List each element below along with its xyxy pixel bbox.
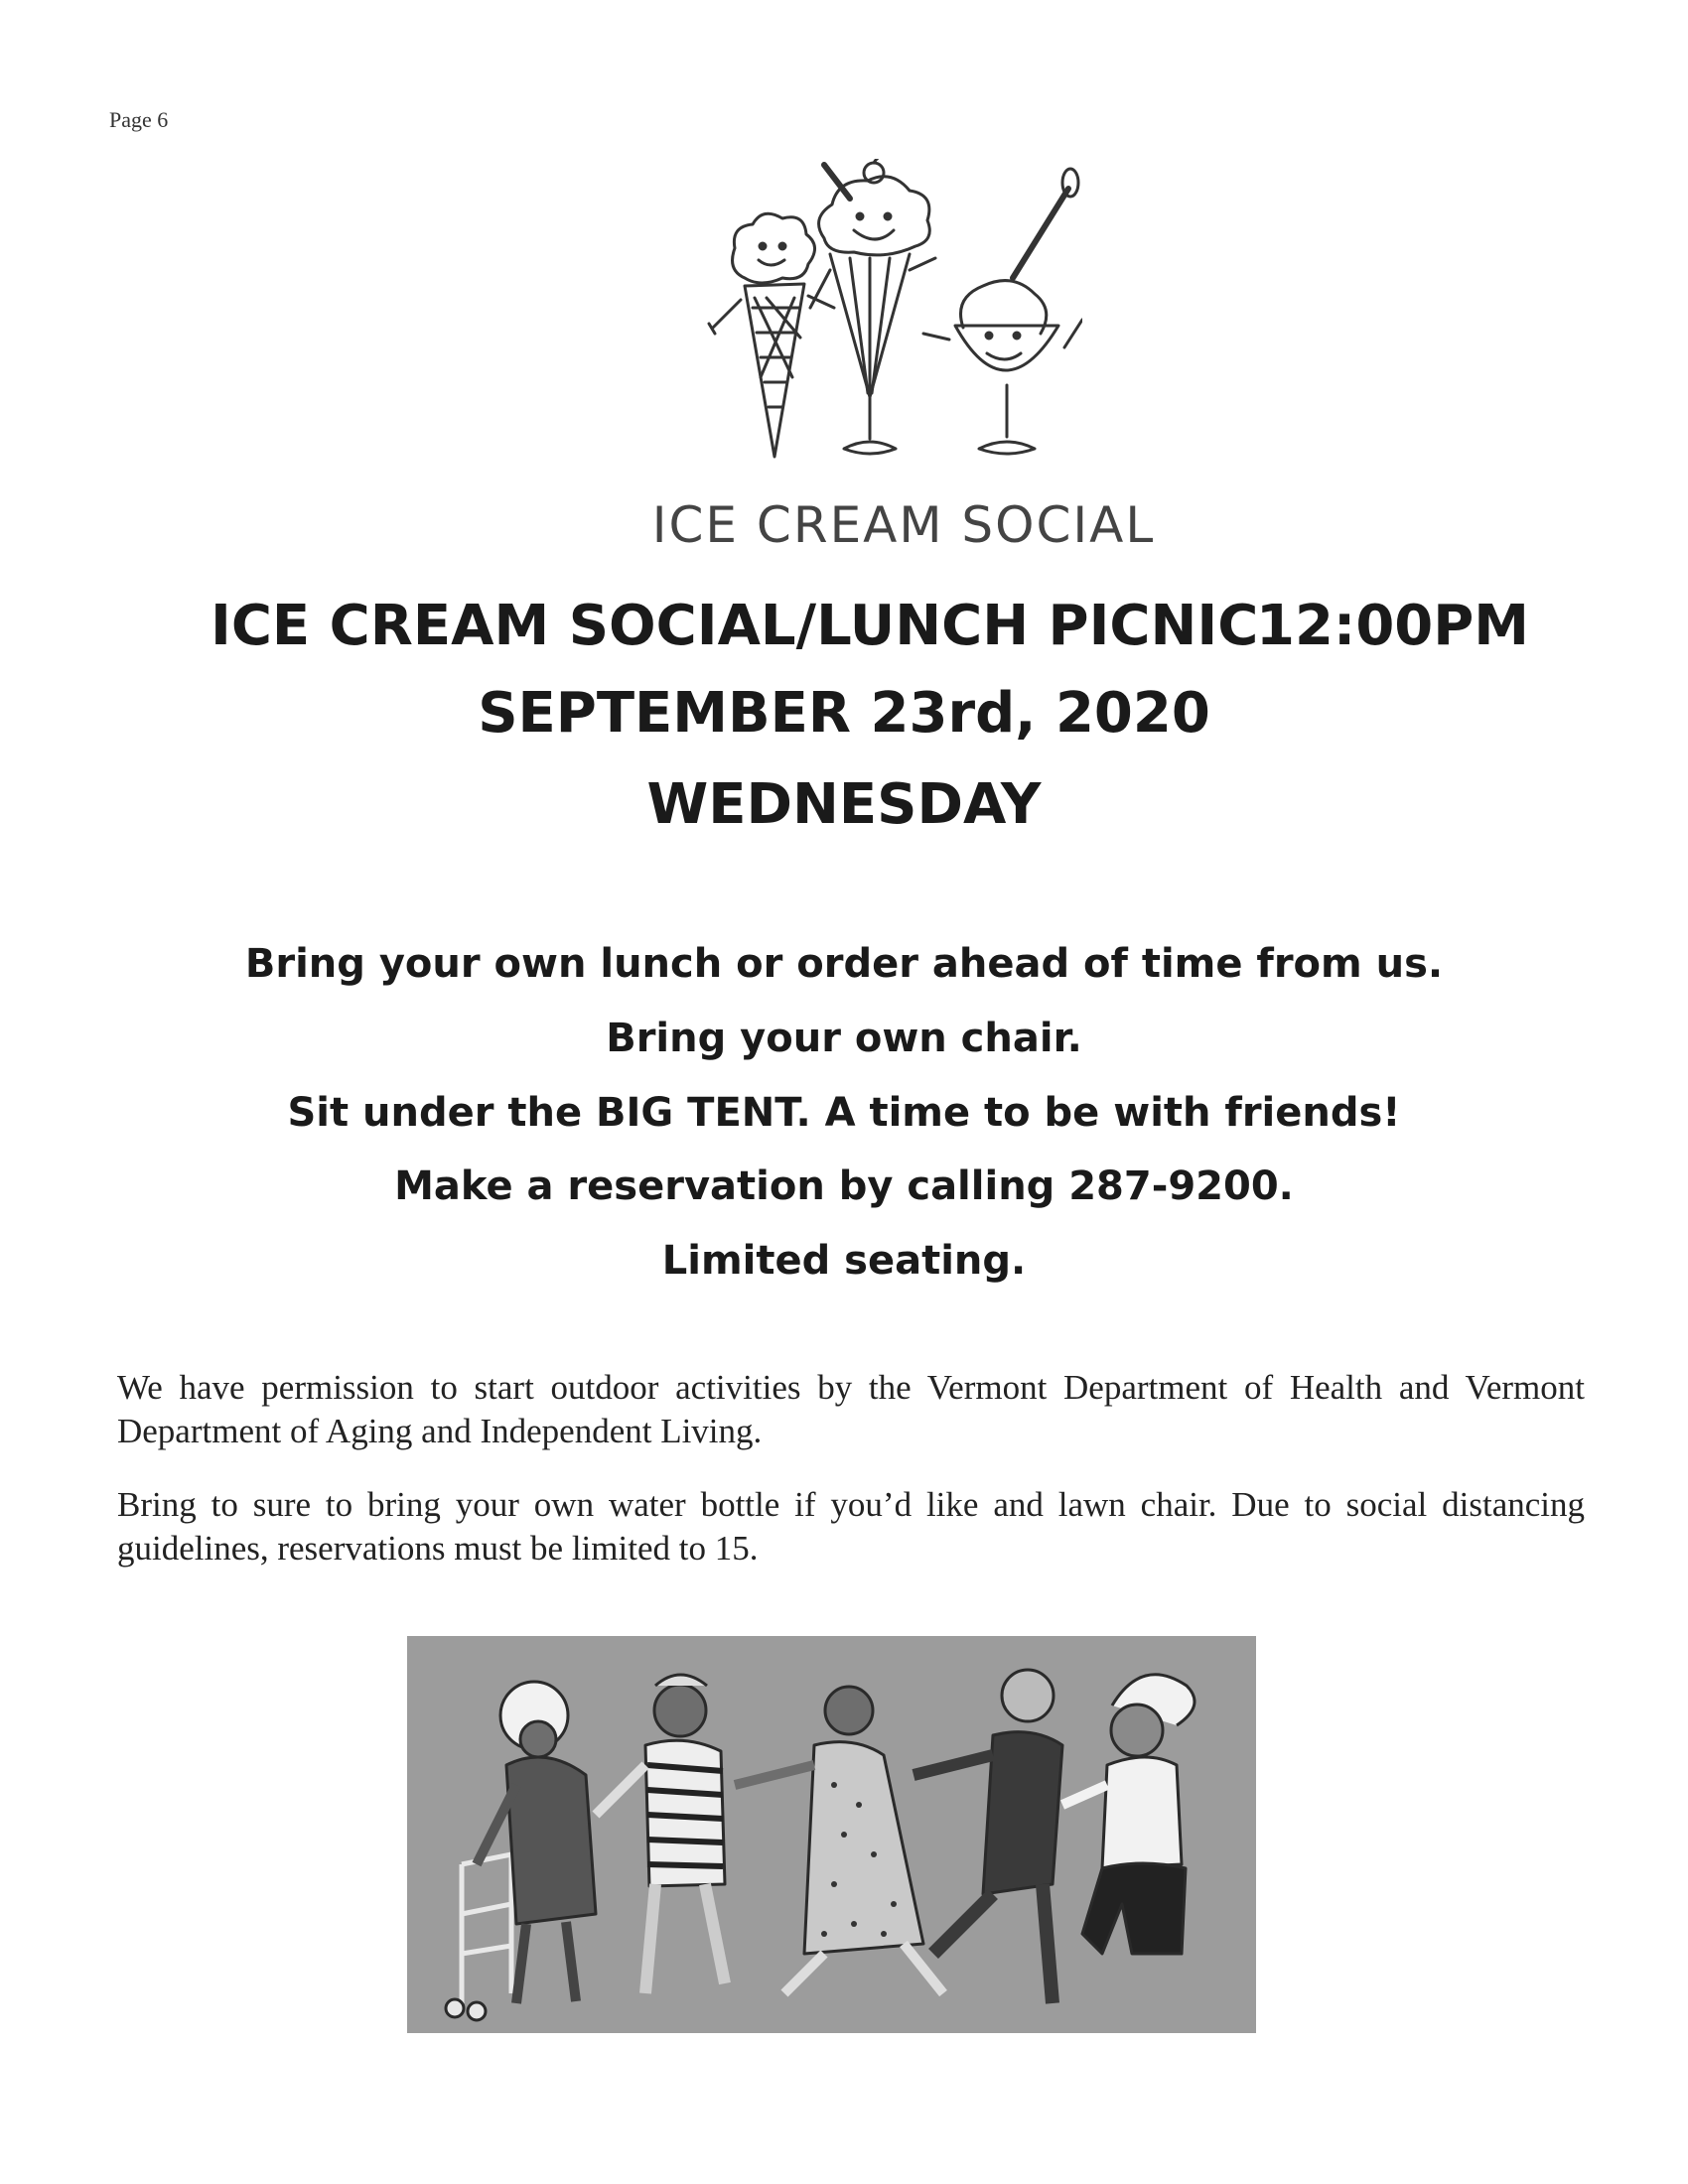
permission-paragraph: We have permission to start outdoor activities by the Vermont Department of Health and Vermont Department of Aging and Independent Living. <box>117 1368 1585 1450</box>
event-title: ICE CREAM SOCIAL/LUNCH PICNIC <box>211 594 1259 658</box>
event-day: WEDNESDAY <box>646 772 1042 837</box>
clipart-dancing <box>407 1636 1256 2033</box>
clipart-caption: ICE CREAM SOCIAL <box>651 496 1156 554</box>
water-bottle-paragraph: Bring to sure to bring your own water bottle if you’d like and lawn chair. Due to social distancing guidelines, reservations must be limited to 15. <box>117 1485 1585 1568</box>
event-date: SEPTEMBER 23rd, 2020 <box>478 681 1210 746</box>
detail-seating: Limited seating. <box>661 1238 1027 1284</box>
page-number: Page 6 <box>109 107 169 132</box>
detail-reservation: Make a reservation by calling 287-9200. <box>394 1163 1294 1209</box>
ice-cream-sundaes-icon <box>675 159 1082 477</box>
detail-lunch: Bring your own lunch or order ahead of time from us. <box>244 941 1444 987</box>
dancing-seniors-conga-line-icon <box>407 1636 1256 2033</box>
event-time: 12:00PM <box>1256 594 1530 658</box>
detail-tent: Sit under the BIG TENT. A time to be with friends! <box>287 1090 1401 1136</box>
detail-chair: Bring your own chair. <box>606 1016 1082 1061</box>
